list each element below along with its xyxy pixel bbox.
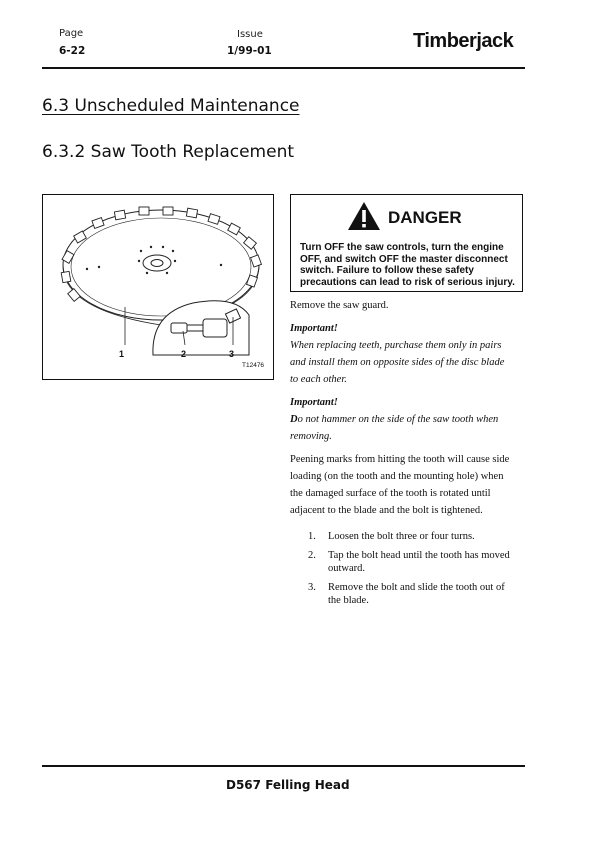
issue-value: 1/99-01 xyxy=(227,45,272,57)
page-number: 6-22 xyxy=(59,45,86,57)
important-label: Important! xyxy=(290,397,338,408)
important-line: to each other. xyxy=(290,374,347,385)
step-item xyxy=(308,581,530,607)
step-line: outward. xyxy=(328,563,366,574)
step-line: Remove the bolt and slide the tooth out of xyxy=(328,582,505,593)
body-column xyxy=(290,297,530,613)
step-item xyxy=(308,549,530,575)
callout-3: 3 xyxy=(229,349,235,359)
danger-line: precautions can lead to risk of serious injury. xyxy=(300,276,515,288)
peening-line: Peening marks from hitting the tooth will cause side xyxy=(290,454,510,465)
header-rule xyxy=(42,67,525,69)
danger-line: Turn OFF the saw controls, turn the engine xyxy=(300,242,504,253)
footer-rule xyxy=(42,765,525,767)
drop-initial: D xyxy=(290,414,298,425)
important-line-rest: o not hammer on the side of the saw tooth when xyxy=(297,414,499,425)
callout-2: 2 xyxy=(181,349,187,359)
important-line: removing. xyxy=(290,431,332,442)
step-line: the blade. xyxy=(328,595,369,606)
step-number: 1. xyxy=(308,531,316,542)
step-line: Loosen the bolt three or four turns. xyxy=(328,531,475,542)
step-number: 2. xyxy=(308,550,316,561)
remove-guard-text: Remove the saw guard. xyxy=(290,300,389,311)
important-line xyxy=(290,411,530,428)
danger-notice xyxy=(290,194,523,292)
danger-line: OFF, and switch OFF the master disconnect xyxy=(300,253,508,265)
section-heading: 6.3 Unscheduled Maintenance xyxy=(42,96,300,116)
peening-line: loading (on the tooth and the mounting hole) when xyxy=(290,471,504,482)
warning-triangle-icon xyxy=(347,201,381,231)
step-number: 3. xyxy=(308,582,316,593)
saw-teeth xyxy=(61,207,261,301)
step-item xyxy=(308,530,530,543)
step-line: Tap the bolt head until the tooth has moved xyxy=(328,550,510,561)
brand-logo: Timberjack xyxy=(413,30,514,52)
bolt-head xyxy=(171,323,187,333)
peening-paragraph xyxy=(290,451,530,519)
figure-reference: T12476 xyxy=(242,362,265,369)
peening-line: adjacent to the blade and the bolt is tightened. xyxy=(290,505,483,516)
blade-hub xyxy=(143,255,171,271)
procedure-steps xyxy=(308,530,530,607)
callout-1: 1 xyxy=(119,349,125,359)
saw-blade-figure xyxy=(42,194,274,380)
important-line: When replacing teeth, purchase them only in pairs xyxy=(290,340,502,351)
page-label: Page xyxy=(59,28,84,39)
danger-title: DANGER xyxy=(388,208,462,227)
footer-title: D567 Felling Head xyxy=(226,778,350,792)
peening-line: the damaged surface of the tooth is rotated until xyxy=(290,488,491,499)
tooth-detail xyxy=(203,319,227,337)
issue-label: Issue xyxy=(237,29,263,40)
danger-text xyxy=(300,242,520,288)
subsection-heading: 6.3.2 Saw Tooth Replacement xyxy=(42,142,295,162)
important-line: and install them on opposite sides of the disc blade xyxy=(290,357,505,368)
saw-blade-illustration xyxy=(43,195,273,379)
danger-line: switch. Failure to follow these safety xyxy=(300,265,474,276)
important-label: Important! xyxy=(290,323,338,334)
